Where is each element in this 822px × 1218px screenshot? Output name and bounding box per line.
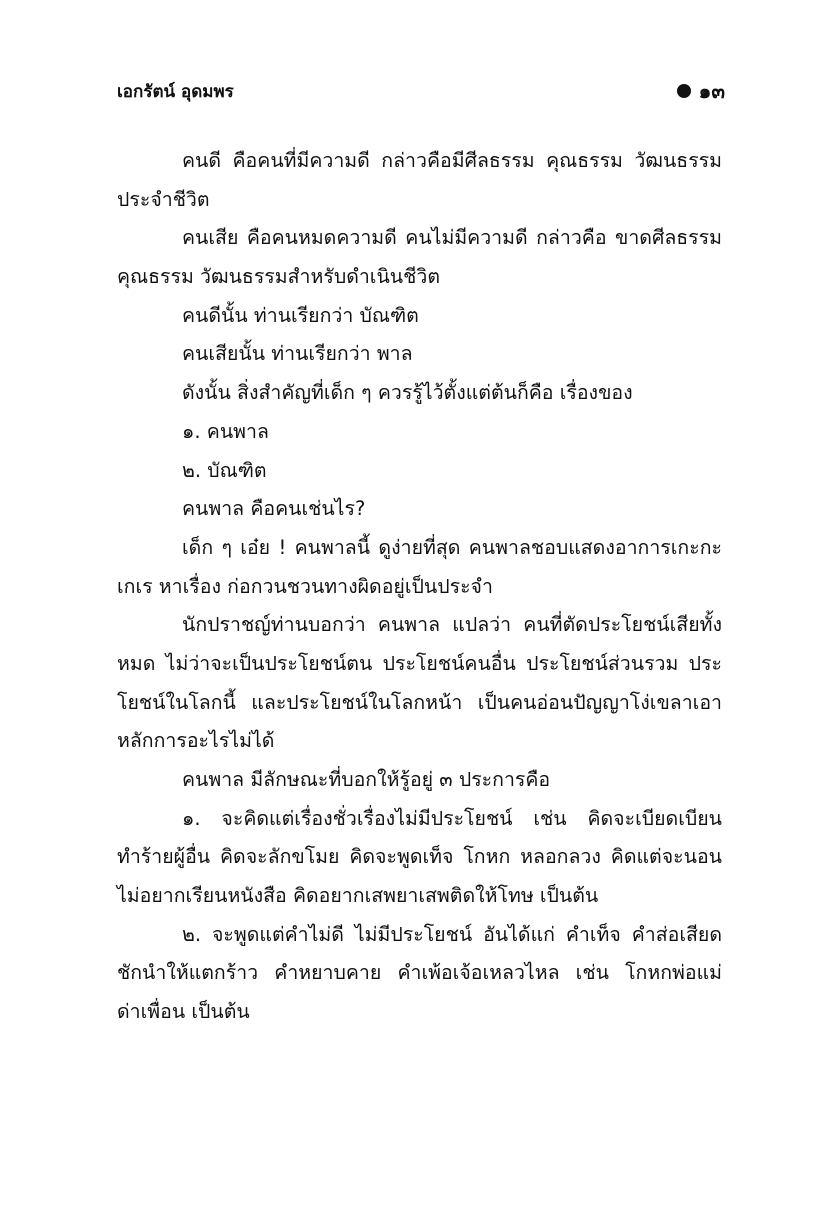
- text-line: หมด ไม่ว่าจะเป็นประโยชน์ตน ประโยชน์คนอื่น ประโยชน์ส่วนรวม ประ: [117, 651, 722, 675]
- text-line: คนดีนั้น ท่านเรียกว่า บัณฑิต: [182, 303, 419, 327]
- text-line: ดังนั้น สิ่งสำคัญที่เด็ก ๆ ควรรู้ไว้ตั้งแต่ต้นก็คือ เรื่องของ: [182, 381, 633, 405]
- text-line: ไม่อยากเรียนหนังสือ คิดอยากเสพยาเสพติดให้โทษ เป็นต้น: [117, 884, 599, 908]
- text-line: คนดี คือคนที่มีความดี กล่าวคือมีศีลธรรม คุณธรรม วัฒนธรรม: [182, 149, 722, 172]
- text-line: คนเสีย คือคนหมดความดี คนไม่มีความดี กล่าวคือ ขาดศีลธรรม: [182, 226, 722, 250]
- bullet-icon: [677, 84, 691, 98]
- text-line: ๒. บัณฑิต: [182, 458, 267, 482]
- text-line: โยชน์ในโลกนี้ และประโยชน์ในโลกหน้า เป็นคนอ่อนปัญญาโง่เขลาเอา: [117, 690, 722, 714]
- text-line: หลักการอะไรไม่ได้: [117, 729, 275, 753]
- text-line: ๑. จะคิดแต่เรื่องชั่วเรื่องไม่มีประโยชน์ เช่น คิดจะเบียดเบียน: [182, 806, 722, 830]
- text-line: คนพาล คือคนเช่นไร?: [182, 497, 366, 521]
- text-line: ๒. จะพูดแต่คำไม่ดี ไม่มีประโยชน์ อันได้แก่ คำเท็จ คำส่อเสียด: [182, 922, 722, 946]
- text-line: นักปราชญ์ท่านบอกว่า คนพาล แปลว่า คนที่ตัดประโยชน์เสียทั้ง: [182, 613, 722, 637]
- text-line: คนพาล มีลักษณะที่บอกให้รู้อยู่ ๓ ประการคือ: [182, 768, 551, 791]
- text-line: เกเร หาเรื่อง ก่อกวนชวนทางผิดอยู่เป็นประจำ: [117, 574, 493, 598]
- text-line: ด่าเพื่อน เป็นต้น: [117, 1000, 250, 1024]
- text-line: คนเสียนั้น ท่านเรียกว่า พาล: [182, 342, 413, 366]
- text-line: ประจำชีวิต: [117, 187, 210, 211]
- running-header: [117, 76, 725, 106]
- text-line: ชักนำให้แตกร้าว คำหยาบคาย คำเพ้อเจ้อเหลวไหล เช่น โกหกพ่อแม่: [117, 961, 722, 985]
- text-line: เด็ก ๆ เอ๋ย ! คนพาลนี้ ดูง่ายที่สุด คนพาลชอบแสดงอาการเกะกะ: [182, 535, 722, 559]
- body-text: [117, 142, 722, 1032]
- text-line: คุณธรรม วัฒนธรรมสำหรับดำเนินชีวิต: [117, 265, 440, 289]
- text-line: ๑. คนพาล: [182, 419, 269, 443]
- author-name: เอกรัตน์ อุดมพร: [117, 81, 234, 102]
- page-number-block: [677, 75, 725, 107]
- page-number: ๑๓: [698, 79, 725, 103]
- text-line: ทำร้ายผู้อื่น คิดจะลักขโมย คิดจะพูดเท็จ โกหก หลอกลวง คิดแต่จะนอน: [117, 845, 722, 869]
